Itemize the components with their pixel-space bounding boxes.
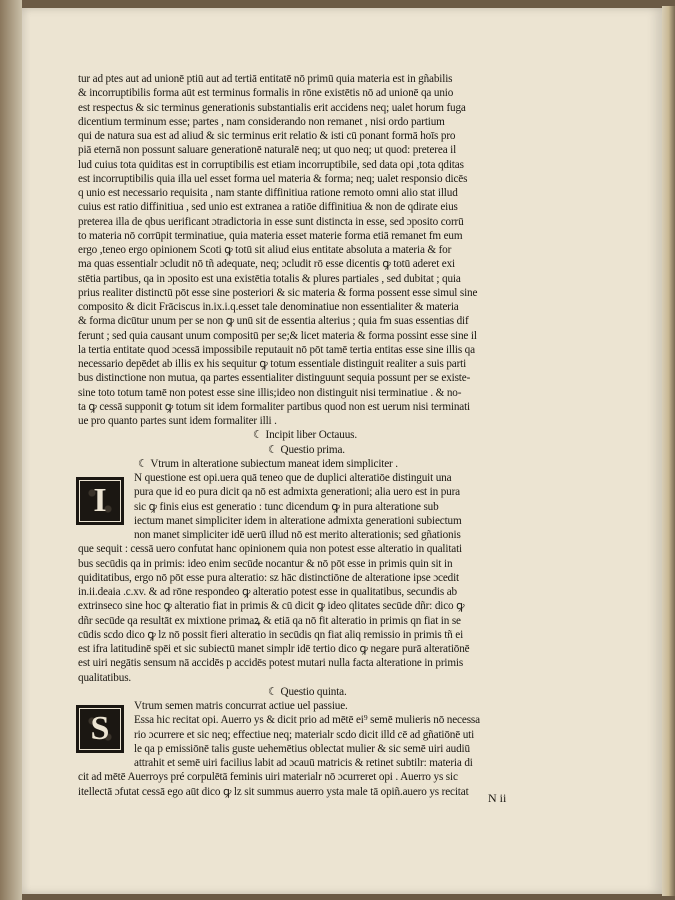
text-line: iectum manet simpliciter idem in alteratione admixta generationi subiectum (134, 514, 462, 527)
text-line: est ifra latitudinē spēi et sic subiectū manet simplr idē tertio dico ꝙ negare purā alteratiōnē (78, 643, 470, 655)
page-edge (662, 6, 675, 896)
heading-liber-octauus: ☾ Incipit liber Octauus. (253, 429, 357, 442)
text-line: piā eternā non possunt saluare generationē naturalē neq; ut quo neq; ut quod: preterea il (78, 144, 457, 157)
text-line: stētia partibus, qa in ɔposito est una existētia totalis & plures partiales , sed dubitat ; quia (78, 272, 461, 285)
text-line: est respectus & sic terminus generationis substantialis erit accidens neq; ualet horum fuga (78, 101, 466, 114)
text-block-questio-quinta (78, 713, 550, 770)
heading-utrum-alteratione: ☾ Vtrum in alteratione subiectum maneat idem simpliciter . (138, 457, 398, 470)
text-line: que sequit : cessā uero confutat hanc opinionem quia non potest esse alteratio in qualitati (78, 543, 463, 556)
text-line: N questione est opi.uera quā teneo que de duplici alteratiōe distinguit una (134, 472, 452, 484)
text-line: ferunt ; sed quia causant unum compositū per se;& licet materia & forma possint esse sine il (78, 329, 477, 342)
text-line: bus secūdis qa in primis: ideo enim secūde nocantur & nō pōt esse in primis quin sit in (78, 557, 453, 570)
text-line: quiditatibus, ergo nō pōt esse pura alteratio: sz hāc distinctiōne de alteratione ipse ɔcedit (78, 571, 460, 584)
book-gutter (0, 0, 22, 900)
text-line: lud cuius tota quiditas est in corruptibilis est etiam incorruptibile, sed data opi ,tota qditas (78, 158, 464, 171)
text-line: dñr secūde qa resultāt ex mixtione primaꝝ & etiā qa nō fit alteratio in primis qn fiat in se (78, 614, 461, 627)
text-line: & incorruptibilis forma aūt est terminus formalis in rōne existētis nō ad unionē qa unio (78, 87, 454, 100)
text-line: in.ii.deaia .c.xv. & ad rōne respondeo ꝙ alteratio potest esse in qualitatibus, secundis ab (78, 586, 457, 598)
text-line: sine toto totum tamē non potest esse sine illis;ideo non distinguit nisi terminatiue . & no- (78, 386, 462, 399)
text-line: le qa p emissiōnē talis guste uehemētius oblectat mulier & sic semē uiri audiū (134, 742, 470, 755)
decorated-initial-i: I (76, 477, 124, 525)
text-line: bus distinctione non mutua, qa partes essentialiter distinguunt sequia possunt per se existe- (78, 372, 471, 385)
text-line: attrahit et semē uiri facilius labit ad ɔcauū matricis & retinet subtilr: materia di (134, 757, 473, 769)
text-line: qui de natura sua est ad aliud & sic terminus erit relatio & isti cū ponant formā hoīs pro (78, 130, 456, 142)
decorated-initial-s: S (76, 705, 124, 753)
text-line: ma quas essentialr ɔcludit nō tñ adequate, neq; ɔcludit rō esse dicentis ꝙ totū aderet exi (78, 258, 456, 271)
text-line: & forma dicūtur unum per se non ꝙ unū sit de essentia alterius ; quia fm suas essentias dif (78, 315, 469, 328)
text-line: prius realiter distinctū pōt esse sine posteriori & sic materia & forma possent esse simul sine (78, 286, 478, 299)
text-line: qualitatibus. (78, 671, 132, 684)
text-line: sic ꝙ finis eius est generatio : tunc dicendum ꝙ in pura alteratione sub (134, 500, 439, 513)
text-line: to materia nō corrūpit terminatiue, quia materia esset materie forma etiā remanet fm eum (78, 229, 463, 242)
text-line: cuius est ratio diffinitiua , sed unio est extranea a ratiōe diffinitiua & non de qdirate eius (78, 201, 458, 214)
text-line: preterea illa de qbus uerificant ɔtradictoria in esse sunt distincta in esse, sed ɔposito corrū (78, 215, 464, 228)
page-text (78, 72, 550, 799)
text-line: cūdis scdo dico ꝙ lz nō possit fieri alteratio in secūdis qn fiat aliq remissio in primis tñ ei (78, 628, 464, 641)
text-line: necessario depēdet ab illis ex his sequitur ꝙ totum essentiale distinguit realiter a suis parti (78, 358, 467, 370)
text-line: Essa hic recitat opi. Auerro ys & dicit prio ad mētē ei⁹ semē mulieris nō necessa (134, 714, 480, 727)
text-line: pura que id eo pura dicit qa nō est admixta generationi; alia uero est in pura (134, 486, 460, 499)
text-line: q unio est necessario requisita , nam stante diffinitiua ratione remoto omni alio stat illud (78, 187, 458, 199)
text-block-questio-prima (78, 471, 550, 542)
text-line: est incorruptibilis quia illa uel esset forma uel materia & forma; neq; ualet responsio dicēs (78, 172, 468, 185)
text-line: est uiri negātis sensum nā accidēs p accidēs potest mutari nulla facta alteratione in primis (78, 657, 464, 670)
text-line: la tertia entitate quod ɔcessā impossibile reputauit nō pōt tamē tertia entitas esse sine illis qa (78, 343, 475, 356)
text-block-questio-quinta-cont (78, 770, 550, 799)
text-line: dicentium terminum esse; partes , nam considerando non remanet , nisi ordo partium (78, 115, 445, 128)
heading-questio-prima: ☾ Questio prima. (268, 443, 345, 456)
text-line: composito & dicit Frāciscus in.ix.i.q.esset tale denominatiue non essentialiter & materia (78, 301, 459, 313)
heading-questio-quinta: ☾ Questio quinta. (268, 685, 347, 698)
heading-utrum-semen: Vtrum semen matris concurrat actiue uel passiue. (134, 700, 348, 712)
text-line: non manet simpliciter idē uerū illud nō est merito alterationis; sed gñationis (134, 529, 461, 541)
text-block-continuation (78, 72, 550, 428)
text-line: extrinseco sine hoc ꝙ alteratio fiat in primis & cū dicit ꝙ ideo qlitates secūde dñr: dico ꝙ (78, 600, 465, 613)
text-block-questio-prima-cont (78, 542, 550, 685)
text-line: ergo ,teneo ergo opinionem Scoti ꝙ totū sit aliud eius entitate absoluta a materia & for (78, 244, 452, 256)
signature-mark: N ii (488, 791, 507, 805)
text-line: tur ad ptes aut ad unionē ptiū aut ad tertiā entitatē nō primū quia materia est in gñabilis (78, 73, 453, 85)
text-line: cit ad mētē Auerroys pré corpulētā feminis uiri materialr nō ɔcurreret opi . Auerro ys sic (78, 771, 458, 784)
text-line: ue pro quanto partes sunt idem formaliter illi . (78, 415, 277, 427)
text-line: ta ꝙ cessā supponit ꝙ totum sit idem formaliter partibus quod non est uerum nisi terminati (78, 400, 471, 413)
text-line: rio ɔcurrere et sic neq; effectiue neq; materialr scdo dicit illd cē ad gñatiōnē uti (134, 728, 475, 741)
text-line: itellectā ɔfutat cessā ego aūt dico ꝙ lz sit summus auerro ysta male tā opiñ.auero ys recitat (78, 785, 469, 798)
